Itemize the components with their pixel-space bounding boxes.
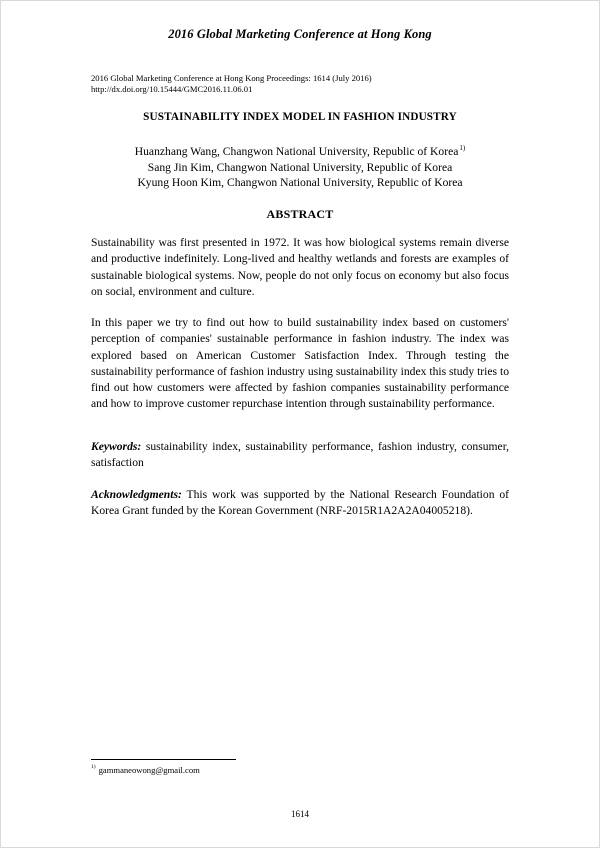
footnote-email[interactable]: gammaneowong@gmail.com	[98, 765, 200, 775]
abstract-paragraph-2: In this paper we try to find out how to build sustainability index based on customers' perception of companies' sustainable performance in fashion industry. The index was explored based on American Customer Satisfaction Index. Through testing the sustainability performance of fashion industry using sustainability index this study tries to find out how customers were affected by fashion companies sustainability performance and how to improve customer repurchase intention through sustainability performance.	[91, 316, 509, 411]
author-list	[0, 144, 600, 191]
author-1-affiliation: Huanzhang Wang, Changwon National University, Republic of Korea	[134, 145, 459, 158]
running-head: 2016 Global Marketing Conference at Hong Kong	[168, 27, 432, 41]
footnote-mark: 1)	[91, 764, 96, 770]
author-3: Kyung Hoon Kim, Changwon National University, Republic of Korea	[137, 176, 463, 189]
paper-title: SUSTAINABILITY INDEX MODEL IN FASHION INDUSTRY	[143, 111, 457, 123]
keywords-text: sustainability index, sustainability performance, fashion industry, consumer, satisfaction	[91, 440, 510, 470]
author-footnote-mark[interactable]: 1)	[459, 144, 466, 152]
page-number: 1614	[291, 809, 309, 819]
doi-link[interactable]: http://dx.doi.org/10.15444/GMC2016.11.06.01	[91, 84, 253, 94]
abstract-heading: ABSTRACT	[266, 207, 334, 221]
keywords-label: Keywords:	[91, 440, 142, 453]
abstract-paragraph-1: Sustainability was first presented in 1972. It was how biological systems remain diverse and productive indefinitely. Long-lived and healthy wetlands and forests are examples of sustainable biological systems. Now, people do not only focus on economy but also focus on social, environment and culture.	[91, 236, 509, 298]
author-2: Sang Jin Kim, Changwon National University, Republic of Korea	[147, 160, 453, 174]
keywords	[91, 439, 509, 472]
proceedings-info	[91, 73, 372, 95]
footnote	[91, 765, 200, 775]
author-1	[0, 144, 600, 160]
acknowledgments	[91, 487, 509, 520]
acknowledgments-text: This work was supported by the National Research Foundation of Korea Grant funded by the Korean Government (NRF-2015R1A2A2A04005218).	[91, 488, 509, 518]
acknowledgments-label: Acknowledgments:	[91, 488, 182, 501]
footnote-divider	[91, 759, 236, 760]
proceedings-citation: 2016 Global Marketing Conference at Hong Kong Proceedings: 1614 (July 2016)	[91, 73, 372, 83]
